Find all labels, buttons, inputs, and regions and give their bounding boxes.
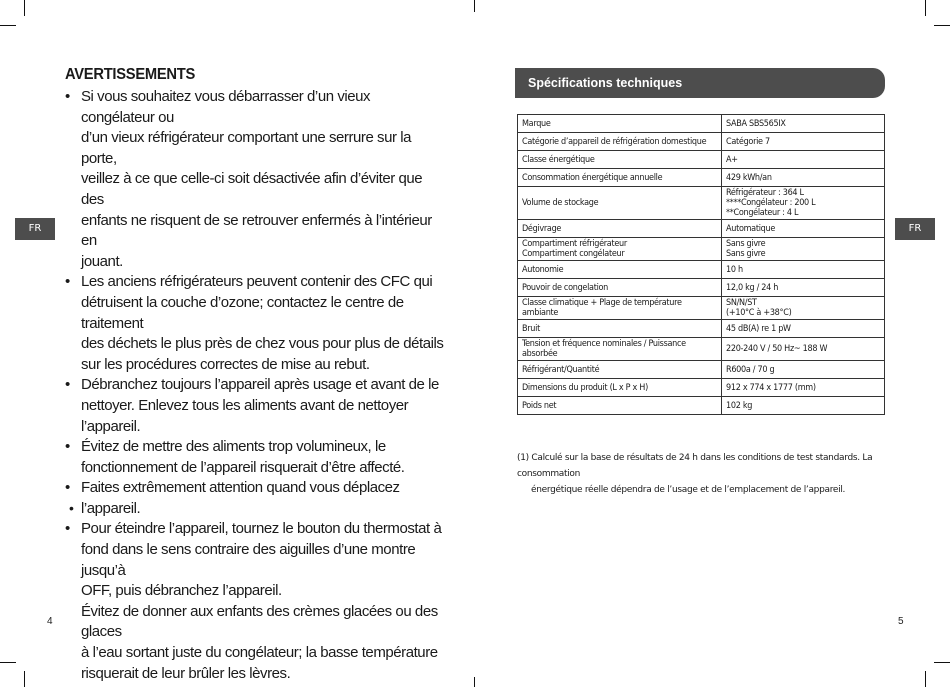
spec-value: A+ [722, 151, 885, 169]
crop-mark [934, 662, 950, 663]
spec-value: SN/N/ST (+10°C à +38°C) [722, 297, 885, 320]
spec-value: 10 h [722, 261, 885, 279]
bullet: • [65, 520, 70, 538]
spec-label: Autonomie [518, 261, 722, 279]
spec-row [518, 297, 885, 320]
spec-value: R600a / 70 g [722, 361, 885, 379]
warning-line: sur les procédures correctes de mise au rebut. [81, 355, 370, 373]
bullet: • [65, 438, 70, 456]
spec-label: Volume de stockage [518, 187, 722, 220]
footnote-line-2: énergétique réelle dépendra de l’usage et de l’emplacement de l’appareil. [531, 485, 846, 495]
warning-line: nettoyer. Enlevez tous les aliments avant de nettoyer l’appareil. [81, 396, 409, 435]
warning-line: Faites extrêmement attention quand vous déplacez l’appareil. [81, 479, 400, 517]
crop-mark [474, 0, 475, 12]
warning-line: d’un vieux réfrigérateur comportant une serrure sur la porte, [81, 129, 412, 167]
crop-mark [24, 0, 25, 16]
warning-item [65, 375, 445, 437]
spec-value: 102 kg [722, 397, 885, 415]
spec-row [518, 187, 885, 220]
crop-mark [474, 677, 475, 687]
warning-line: veillez à ce que celle-ci soit désactivée afin d’éviter que des [81, 170, 423, 208]
spec-label: Dimensions du produit (L x P x H) [518, 379, 722, 397]
spec-row [518, 261, 885, 279]
warnings-title: AVERTISSEMENTS [65, 66, 196, 83]
warning-line: fond dans le sens contraire des aiguilles d’une montre jusqu’à [81, 541, 416, 579]
spec-row [518, 133, 885, 151]
warning-line: détruisent la couche d’ozone; contactez le centre de traitement [81, 293, 404, 332]
warning-line: Pour éteindre l’appareil, tournez le bouton du thermostat à [81, 520, 442, 538]
spec-row [518, 115, 885, 133]
warning-line: OFF, puis débranchez l’appareil. [81, 582, 282, 600]
warning-line: risquerait de leur brûler les lèvres. [81, 664, 291, 682]
bullet: • [65, 479, 70, 497]
bullet: • [65, 376, 70, 394]
spec-value: Réfrigérateur : 364 L ****Congélateur : 200 L **Congélateur : 4 L [722, 187, 885, 220]
warning-line: fonctionnement de l’appareil risquerait d’être affecté. [81, 458, 405, 476]
page-number-right: 5 [898, 616, 904, 627]
crop-mark [925, 0, 926, 16]
specs-table [517, 114, 885, 415]
spec-row [518, 169, 885, 187]
spec-label: Bruit [518, 320, 722, 338]
warning-item [65, 272, 445, 375]
spec-value: SABA SBS565IX [722, 115, 885, 133]
spec-row [518, 279, 885, 297]
spec-value: Automatique [722, 220, 885, 238]
spec-label: Pouvoir de congelation [518, 279, 722, 297]
spec-value: 12,0 kg / 24 h [722, 279, 885, 297]
spec-label: Classe climatique + Plage de température ambiante [518, 297, 722, 320]
spec-label: Compartiment réfrigérateur Compartiment congélateur [518, 238, 722, 261]
spec-row [518, 220, 885, 238]
spec-row [518, 397, 885, 415]
spec-value: 912 x 774 x 1777 (mm) [722, 379, 885, 397]
warnings-list [65, 87, 445, 684]
spec-label: Catégorie d’appareil de réfrigération domestique [518, 133, 722, 151]
warning-line: enfants ne risquent de se retrouver enfermés à l’intérieur en [81, 211, 432, 250]
warning-item [65, 478, 445, 519]
spec-row [518, 320, 885, 338]
spec-label: Consommation énergétique annuelle [518, 169, 722, 187]
spec-row [518, 238, 885, 261]
warning-line: Débranchez toujours l’appareil après usage et avant de le [81, 376, 439, 394]
crop-mark [925, 671, 926, 687]
spec-label: Réfrigérant/Quantité [518, 361, 722, 379]
warning-line: Évitez de mettre des aliments trop volumineux, le [81, 438, 386, 456]
spec-row [518, 151, 885, 169]
spec-label: Poids net [518, 397, 722, 415]
spec-value: 429 kWh/an [722, 169, 885, 187]
spec-row [518, 361, 885, 379]
warning-line: Évitez de donner aux enfants des crèmes glacées ou des glaces [81, 602, 438, 641]
footnote [517, 450, 892, 498]
spec-label: Marque [518, 115, 722, 133]
warning-line: à l’eau sortant juste du congélateur; la basse température [81, 644, 438, 662]
crop-mark [0, 662, 16, 663]
language-tab-left: FR [15, 218, 55, 240]
specs-title: Spécifications techniques [528, 76, 683, 90]
spec-row [518, 338, 885, 361]
specs-banner [515, 68, 885, 98]
warning-item [65, 519, 445, 684]
spec-value: Catégorie 7 [722, 133, 885, 151]
warning-line: des déchets le plus près de chez vous pour plus de détails [81, 335, 444, 353]
warning-item [65, 87, 445, 272]
spec-label: Classe énergétique [518, 151, 722, 169]
spec-value: 220-240 V / 50 Hz~ 188 W [722, 338, 885, 361]
crop-mark [0, 25, 16, 26]
spec-row [518, 379, 885, 397]
spec-label: Tension et fréquence nominales / Puissance absorbée [518, 338, 722, 361]
page-number-left: 4 [47, 616, 53, 627]
language-tab-right: FR [895, 218, 935, 240]
crop-mark [934, 25, 950, 26]
warning-item [65, 437, 445, 478]
warning-line: Si vous souhaitez vous débarrasser d’un vieux congélateur ou [81, 88, 371, 126]
warning-line: Les anciens réfrigérateurs peuvent contenir des CFC qui [81, 273, 433, 291]
crop-mark [24, 671, 25, 687]
trailing-bullet: • [69, 500, 74, 516]
bullet: • [65, 273, 70, 291]
spec-value: 45 dB(A) re 1 pW [722, 320, 885, 338]
bullet: • [65, 88, 70, 105]
spec-value: Sans givre Sans givre [722, 238, 885, 261]
warning-line: jouant. [81, 252, 123, 270]
spec-label: Dégivrage [518, 220, 722, 238]
footnote-line-1: (1) Calculé sur la base de résultats de 24 h dans les conditions de test standards. La consommation [517, 453, 873, 479]
